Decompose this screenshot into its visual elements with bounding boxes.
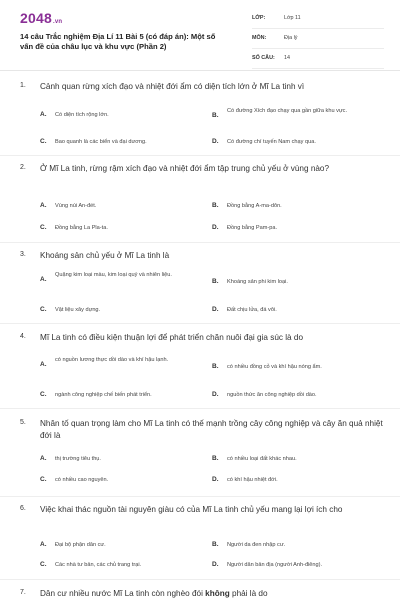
option-text: Vật liệu xây dựng. [55,307,101,313]
option-text: ngành công nghiệp chế biến phát triển. [55,392,152,398]
option-text: Các nhà tư bản, các chủ trang trại. [55,562,142,568]
option-text: nguồn thức ăn công nghiệp dồi dào. [227,392,317,398]
option-text: Có diện tích rộng lớn. [55,112,109,118]
option-text: Quặng kim loại màu, kim loại quý và nhiên liệu. [55,272,172,278]
option-text: có nguồn lương thực dồi dào và khí hậu lạnh. [55,357,169,363]
meta-value-count: 14 [284,55,290,61]
question-text: Cảnh quan rừng xích đạo và nhiệt đới ẩm có diện tích lớn ở Mĩ La tinh vì [40,82,305,91]
question-divider [0,496,400,497]
question-number: 6. [20,505,26,512]
option-text: Đồng bằng Pam-pa. [227,225,278,231]
meta-label-count: SỐ CÂU: [252,55,275,61]
option-text: có nhiều cao nguyên. [55,477,109,483]
question-divider [0,323,400,324]
question-divider [0,155,400,156]
logo-suffix: .vn [52,19,63,25]
meta-value-class: Lớp 11 [284,15,301,21]
meta-label-subject: MÔN: [252,35,267,41]
option-text: Người da đen nhập cư. [227,542,286,548]
question-number: 1. [20,82,26,89]
question-text: Việc khai thác nguồn tài nguyên giàu có của Mĩ La tinh chủ yếu mang lại lợi ích cho [40,505,343,514]
option-text: Đồng bằng La Pla-ta. [55,225,108,231]
meta-panel [252,13,384,73]
option-text: có nhiều đồng cỏ và khí hậu nóng ẩm. [227,364,322,370]
option-text: Đại bộ phận dân cư. [55,542,106,548]
header-divider [0,70,400,71]
option-text: Vùng núi An-đét. [55,203,97,209]
question-text: Nhân tố quan trọng làm cho Mĩ La tinh có thế mạnh trồng cây công nghiệp và cây ăn quả nhiệt đới là [40,419,383,440]
question-number: 3. [20,251,26,258]
meta-label-class: LỚP: [252,15,266,21]
question-divider [0,408,400,409]
option-text: có nhiều loại đất khác nhau. [227,456,297,462]
meta-row-class [252,13,384,29]
question-text: Ở Mĩ La tinh, rừng rậm xích đạo và nhiệt đới ẩm tập trung chủ yếu ở vùng nào? [40,164,330,173]
question-number: 2. [20,164,26,171]
option-text: Đất chịu lửa, đá vôi. [227,307,277,313]
meta-row-subject [252,33,384,49]
logo-main: 2048 [20,10,52,26]
emphasis-text: không [205,589,230,598]
option-text: Người dân bản địa (người Anh-điêng). [227,562,323,568]
option-text: Bao quanh là các biển và đại dương. [55,139,147,145]
option-text: Có đường chí tuyến Nam chạy qua. [227,139,316,145]
question-number: 5. [20,419,26,426]
question-divider [0,579,400,580]
option-text: thị trường tiêu thụ. [55,456,101,462]
site-logo[interactable] [20,10,62,26]
question-number: 4. [20,333,26,340]
question-text: Mĩ La tinh có điều kiện thuận lợi để phát triển chăn nuôi đại gia súc là do [40,333,303,342]
option-text: Đồng bằng A-ma-dôn. [227,203,282,209]
question-number: 7. [20,589,26,596]
option-text: có khí hậu nhiệt đới. [227,477,278,483]
page-header [0,0,400,62]
meta-value-subject: Địa lý [284,35,298,41]
option-text: Khoáng sản phi kim loại. [227,279,288,285]
document-title: 14 câu Trắc nghiệm Địa Lí 11 Bài 5 (có đáp án): Một số vấn đề của châu lục và khu vực (Phần 2) [20,32,216,51]
question-text: Dân cư nhiều nước Mĩ La tinh còn nghèo đói không phải là do [40,589,268,598]
option-text: Có đường Xích đạo chạy qua gần giữa khu vực. [227,108,348,114]
question-text: Khoáng sản chủ yếu ở Mĩ La tinh là [40,251,170,260]
question-divider [0,242,400,243]
meta-row-count [252,53,384,69]
